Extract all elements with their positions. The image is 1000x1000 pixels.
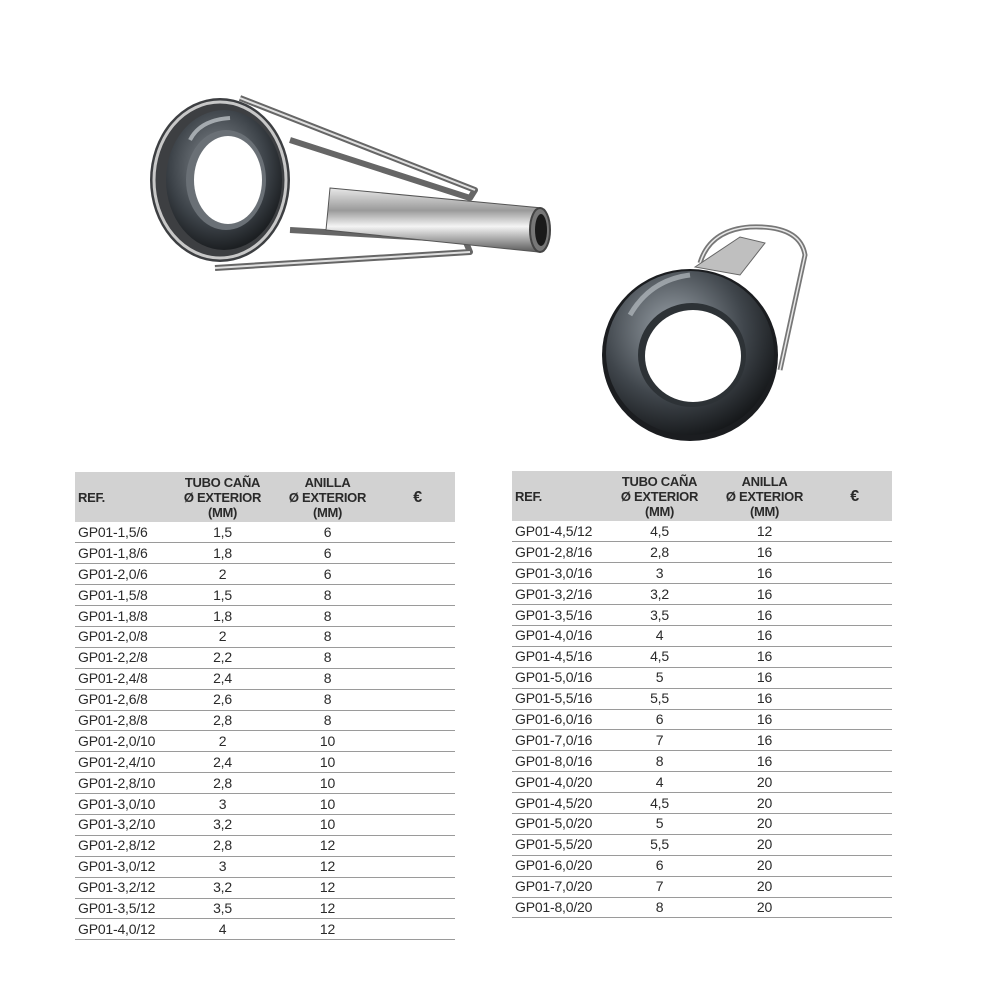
tube-diameter-column-header: TUBO CAÑA Ø EXTERIOR (MM) (620, 473, 699, 519)
table-row (75, 794, 455, 815)
ring-diameter-cell: 8 (275, 647, 380, 668)
ref-cell: GP01-3,0/16 (512, 563, 607, 584)
price-cell (380, 543, 455, 564)
ref-cell: GP01-2,4/8 (75, 668, 170, 689)
table-header-row (75, 472, 455, 522)
ring-diameter-cell: 16 (712, 709, 817, 730)
ref-cell: GP01-2,4/10 (75, 752, 170, 773)
price-cell (380, 606, 455, 627)
ref-cell: GP01-2,0/8 (75, 626, 170, 647)
table-row (75, 606, 455, 627)
price-cell (380, 647, 455, 668)
ring-diameter-cell: 16 (712, 688, 817, 709)
table-row (512, 688, 892, 709)
ref-cell: GP01-2,0/6 (75, 564, 170, 585)
ref-cell: GP01-2,2/8 (75, 647, 170, 668)
table-row (512, 855, 892, 876)
ring-diameter-cell: 16 (712, 667, 817, 688)
ring-diameter-cell: 10 (275, 773, 380, 794)
tube-diameter-cell: 2,8 (607, 542, 712, 563)
ref-cell: GP01-1,5/6 (75, 522, 170, 543)
tube-diameter-cell: 3,5 (170, 898, 275, 919)
price-cell (817, 730, 892, 751)
ref-cell: GP01-2,8/8 (75, 710, 170, 731)
ring-diameter-cell: 20 (712, 897, 817, 918)
tube-diameter-cell: 1,5 (170, 585, 275, 606)
table-row (75, 647, 455, 668)
ref-cell: GP01-1,5/8 (75, 585, 170, 606)
ring-diameter-cell: 12 (275, 919, 380, 940)
table-row (75, 773, 455, 794)
table-row (512, 834, 892, 855)
table-row (75, 668, 455, 689)
ring-diameter-cell: 20 (712, 813, 817, 834)
tip-top-guide-front-photo (590, 215, 830, 445)
price-cell (380, 689, 455, 710)
tube-diameter-cell: 4 (607, 625, 712, 646)
table-row (75, 564, 455, 585)
ring-diameter-cell: 10 (275, 794, 380, 815)
table-row (512, 813, 892, 834)
price-cell (380, 794, 455, 815)
ref-cell: GP01-8,0/20 (512, 897, 607, 918)
ref-cell: GP01-5,5/16 (512, 688, 607, 709)
price-cell (380, 710, 455, 731)
table-row (512, 730, 892, 751)
table-row (75, 710, 455, 731)
price-cell (817, 584, 892, 605)
price-cell (817, 813, 892, 834)
ref-column-header: REF. (515, 488, 542, 504)
table-row (512, 897, 892, 918)
ref-cell: GP01-7,0/20 (512, 876, 607, 897)
ref-cell: GP01-6,0/20 (512, 855, 607, 876)
tube-diameter-cell: 8 (607, 751, 712, 772)
ref-cell: GP01-5,0/20 (512, 813, 607, 834)
ref-cell: GP01-2,8/12 (75, 835, 170, 856)
tube-diameter-cell: 5,5 (607, 834, 712, 855)
ref-cell: GP01-3,2/10 (75, 814, 170, 835)
tube-diameter-cell: 6 (607, 709, 712, 730)
tube-diameter-cell: 4 (607, 772, 712, 793)
spec-table-left (75, 472, 455, 940)
tube-diameter-cell: 7 (607, 730, 712, 751)
ref-cell: GP01-4,5/20 (512, 793, 607, 814)
tube-diameter-column-header: TUBO CAÑA Ø EXTERIOR (MM) (183, 474, 262, 520)
ref-cell: GP01-3,0/10 (75, 794, 170, 815)
price-cell (380, 626, 455, 647)
table-row (75, 877, 455, 898)
tube-diameter-cell: 4,5 (607, 646, 712, 667)
table-row (512, 542, 892, 563)
price-cell (817, 563, 892, 584)
ring-diameter-cell: 16 (712, 751, 817, 772)
ring-diameter-cell: 8 (275, 689, 380, 710)
ref-cell: GP01-3,2/12 (75, 877, 170, 898)
tube-diameter-cell: 1,5 (170, 522, 275, 543)
tube-diameter-cell: 1,8 (170, 606, 275, 627)
tube-diameter-cell: 2,2 (170, 647, 275, 668)
ring-diameter-column-header: ANILLA Ø EXTERIOR (MM) (288, 474, 367, 520)
price-cell (817, 897, 892, 918)
table-header-row (512, 471, 892, 521)
ring-diameter-cell: 16 (712, 563, 817, 584)
price-cell (817, 605, 892, 626)
table-row (512, 793, 892, 814)
ref-cell: GP01-4,5/12 (512, 521, 607, 542)
table-row (512, 751, 892, 772)
table-row (512, 646, 892, 667)
price-cell (380, 564, 455, 585)
tube-diameter-cell: 3,2 (170, 814, 275, 835)
ref-cell: GP01-2,6/8 (75, 689, 170, 710)
tube-diameter-cell: 2,4 (170, 752, 275, 773)
table-row (75, 898, 455, 919)
tube-diameter-cell: 2 (170, 626, 275, 647)
tube-diameter-cell: 3 (607, 563, 712, 584)
price-cell (380, 877, 455, 898)
price-cell (380, 522, 455, 543)
tube-diameter-cell: 6 (607, 855, 712, 876)
ring-diameter-cell: 12 (275, 856, 380, 877)
ref-cell: GP01-3,5/16 (512, 605, 607, 626)
ring-diameter-cell: 10 (275, 731, 380, 752)
tube-diameter-cell: 3 (170, 856, 275, 877)
table-row (75, 585, 455, 606)
price-cell (817, 709, 892, 730)
ref-cell: GP01-2,8/10 (75, 773, 170, 794)
ring-diameter-cell: 8 (275, 710, 380, 731)
tube-diameter-cell: 2,6 (170, 689, 275, 710)
table-row (512, 667, 892, 688)
tube-diameter-cell: 5,5 (607, 688, 712, 709)
tube-diameter-cell: 2 (170, 731, 275, 752)
table-row (512, 876, 892, 897)
ring-diameter-cell: 16 (712, 730, 817, 751)
price-cell (380, 668, 455, 689)
ref-cell: GP01-4,0/20 (512, 772, 607, 793)
price-cell (380, 856, 455, 877)
ref-cell: GP01-8,0/16 (512, 751, 607, 772)
ref-cell: GP01-5,0/16 (512, 667, 607, 688)
tube-diameter-cell: 5 (607, 667, 712, 688)
price-cell (380, 585, 455, 606)
table-row (512, 584, 892, 605)
price-cell (817, 667, 892, 688)
tube-diameter-cell: 7 (607, 876, 712, 897)
ring-diameter-cell: 6 (275, 522, 380, 543)
table-row (75, 835, 455, 856)
tube-diameter-cell: 3,2 (607, 584, 712, 605)
ring-diameter-cell: 20 (712, 772, 817, 793)
ref-cell: GP01-3,2/16 (512, 584, 607, 605)
price-cell (817, 646, 892, 667)
ring-diameter-cell: 20 (712, 793, 817, 814)
ring-diameter-cell: 8 (275, 585, 380, 606)
table-row (75, 626, 455, 647)
ref-cell: GP01-4,5/16 (512, 646, 607, 667)
tube-diameter-cell: 3,5 (607, 605, 712, 626)
ring-diameter-cell: 12 (275, 835, 380, 856)
ring-diameter-cell: 16 (712, 584, 817, 605)
price-cell (817, 876, 892, 897)
ring-diameter-cell: 10 (275, 752, 380, 773)
price-cell (817, 688, 892, 709)
ring-diameter-cell: 12 (275, 898, 380, 919)
table-row (512, 625, 892, 646)
table-row (75, 689, 455, 710)
price-cell (380, 898, 455, 919)
ref-cell: GP01-7,0/16 (512, 730, 607, 751)
tube-diameter-cell: 4 (170, 919, 275, 940)
price-cell (380, 835, 455, 856)
table-row (512, 605, 892, 626)
table-row (512, 709, 892, 730)
tube-diameter-cell: 5 (607, 813, 712, 834)
tube-diameter-cell: 3 (170, 794, 275, 815)
spec-table-right (512, 471, 892, 918)
table-row (75, 752, 455, 773)
tube-diameter-cell: 1,8 (170, 543, 275, 564)
tube-diameter-cell: 2,8 (170, 710, 275, 731)
price-cell (380, 919, 455, 940)
ref-cell: GP01-4,0/16 (512, 625, 607, 646)
ring-diameter-cell: 8 (275, 626, 380, 647)
ref-column-header: REF. (78, 489, 105, 505)
spec-table-left-body (75, 522, 455, 940)
ring-diameter-cell: 16 (712, 625, 817, 646)
price-cell (817, 855, 892, 876)
ring-diameter-cell: 12 (712, 521, 817, 542)
ref-cell: GP01-3,0/12 (75, 856, 170, 877)
price-cell (817, 834, 892, 855)
ring-diameter-cell: 6 (275, 564, 380, 585)
tube-diameter-cell: 3,2 (170, 877, 275, 898)
tube-diameter-cell: 2,8 (170, 773, 275, 794)
price-cell (380, 752, 455, 773)
table-row (75, 919, 455, 940)
table-row (512, 772, 892, 793)
spec-table-right-body (512, 521, 892, 918)
table-row (75, 522, 455, 543)
price-cell (380, 731, 455, 752)
ref-cell: GP01-2,0/10 (75, 731, 170, 752)
ring-diameter-cell: 16 (712, 542, 817, 563)
ring-diameter-cell: 10 (275, 814, 380, 835)
price-column-header: € (413, 488, 422, 506)
price-cell (817, 793, 892, 814)
ref-cell: GP01-6,0/16 (512, 709, 607, 730)
ring-diameter-column-header: ANILLA Ø EXTERIOR (MM) (725, 473, 804, 519)
ref-cell: GP01-3,5/12 (75, 898, 170, 919)
table-row (75, 731, 455, 752)
ring-diameter-cell: 20 (712, 876, 817, 897)
price-cell (817, 751, 892, 772)
table-row (75, 814, 455, 835)
ring-diameter-cell: 20 (712, 834, 817, 855)
price-cell (817, 625, 892, 646)
price-column-header: € (850, 487, 859, 505)
tube-diameter-cell: 2,8 (170, 835, 275, 856)
tip-top-guide-side-photo (140, 80, 570, 300)
tube-diameter-cell: 2 (170, 564, 275, 585)
ref-cell: GP01-4,0/12 (75, 919, 170, 940)
price-cell (817, 521, 892, 542)
ref-cell: GP01-2,8/16 (512, 542, 607, 563)
table-row (512, 563, 892, 584)
ring-diameter-cell: 8 (275, 606, 380, 627)
ring-diameter-cell: 6 (275, 543, 380, 564)
tube-diameter-cell: 4,5 (607, 793, 712, 814)
ring-diameter-cell: 12 (275, 877, 380, 898)
tube-diameter-cell: 2,4 (170, 668, 275, 689)
ring-diameter-cell: 8 (275, 668, 380, 689)
ring-diameter-cell: 20 (712, 855, 817, 876)
table-row (75, 543, 455, 564)
ref-cell: GP01-1,8/6 (75, 543, 170, 564)
tube-diameter-cell: 8 (607, 897, 712, 918)
price-cell (817, 542, 892, 563)
price-cell (380, 814, 455, 835)
price-cell (817, 772, 892, 793)
table-row (75, 856, 455, 877)
table-row (512, 521, 892, 542)
tube-diameter-cell: 4,5 (607, 521, 712, 542)
ref-cell: GP01-1,8/8 (75, 606, 170, 627)
ring-diameter-cell: 16 (712, 646, 817, 667)
ring-diameter-cell: 16 (712, 605, 817, 626)
ref-cell: GP01-5,5/20 (512, 834, 607, 855)
price-cell (380, 773, 455, 794)
